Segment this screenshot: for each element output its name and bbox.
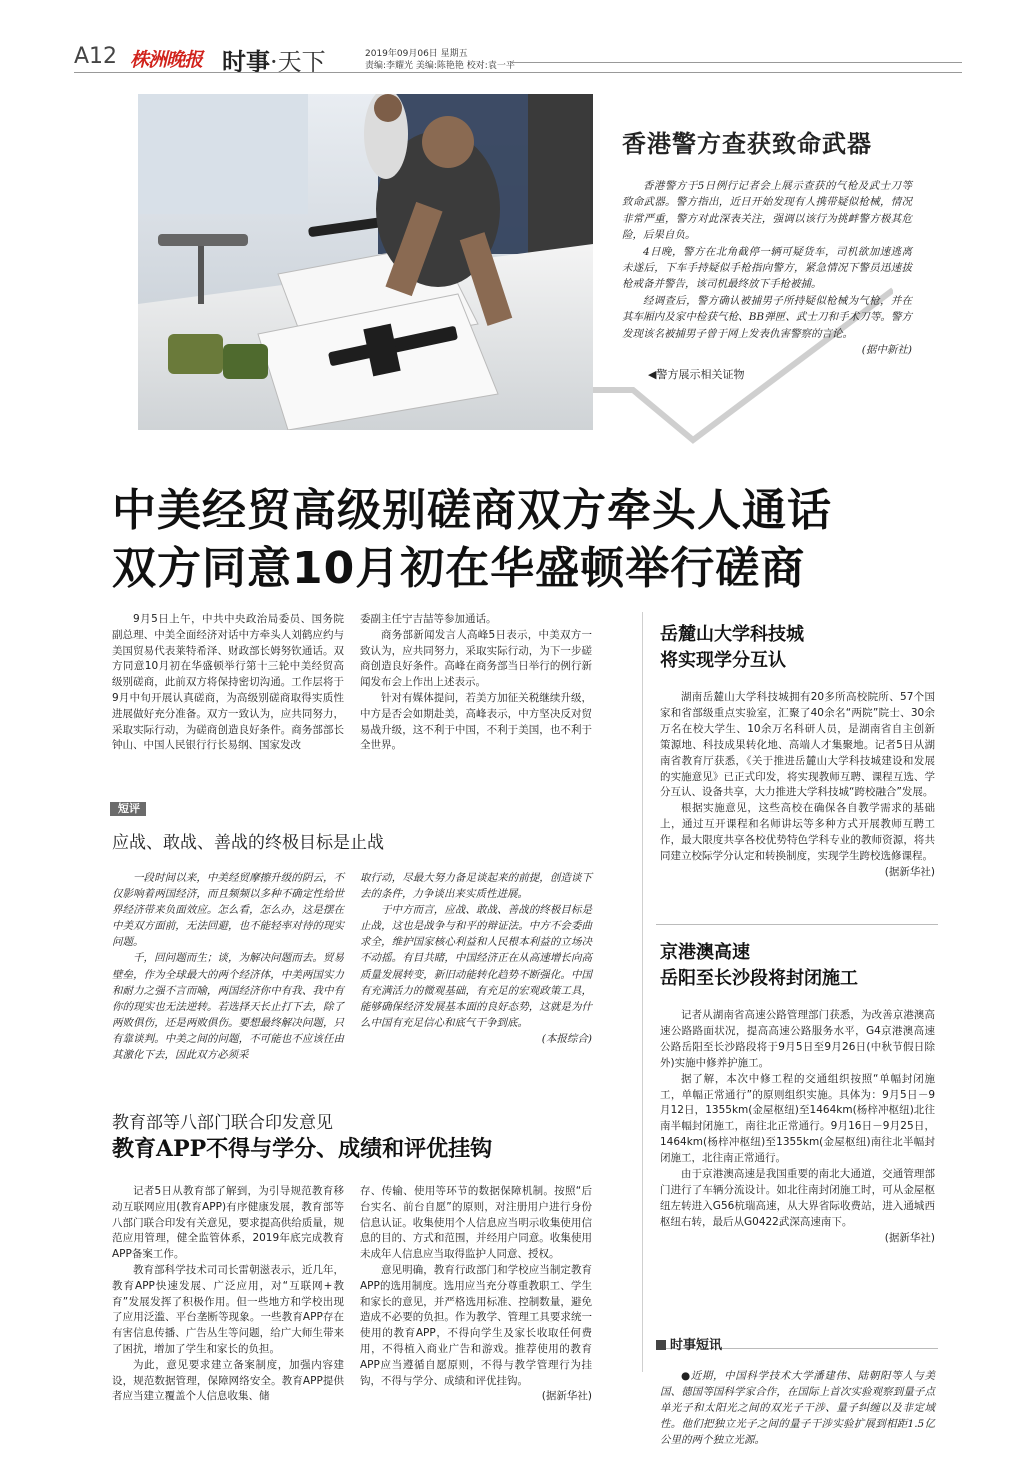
headline-line-2: 双方同意10月初在华盛顿举行磋商 bbox=[112, 543, 806, 594]
page-number: A12 bbox=[74, 44, 118, 69]
edu-paragraph: 记者5日从教育部了解到，为引导规范教育移动互联网应用(教育APP)有序健康发展，教育部等八部门联合印发有关意见，要求提高供给质量，规范应用管理，健全监管体系，2019年底完成教育APP备案工作。 bbox=[112, 1185, 344, 1261]
highway-title bbox=[660, 940, 858, 992]
highway-paragraph: 由于京港澳高速是我国重要的南北大通道，交通管理部门进行了车辆分流设计。如北往南封闭施工时，可从金屋枢纽左转进入G56杭瑞高速，从大界省际收费站，进入通城西枢纽右转，最后从G0422武深高速南下。 bbox=[660, 1168, 935, 1228]
chevron-right-icon bbox=[656, 1340, 666, 1350]
commentary-title: 应战、敢战、善战的终极目标是止战 bbox=[112, 833, 384, 853]
hk-story-title: 香港警方查获致命武器 bbox=[622, 129, 872, 158]
main-headline bbox=[112, 482, 892, 598]
editors-line: 责编:李耀光 美编:陈艳艳 校对:袁一平 bbox=[365, 61, 515, 71]
highway-title-line-1: 京港澳高速 bbox=[660, 942, 750, 963]
headline-line-1: 中美经贸高级别磋商双方牵头人通话 bbox=[112, 485, 832, 536]
edu-paragraph: 为此，意见要求建立备案制度，加强内容建设，规范数据管理，保障网络安全。教育APP提供者应当建立覆盖个人信息收集、储 bbox=[112, 1358, 344, 1403]
yuelu-source: (据新华社) bbox=[884, 865, 935, 878]
hk-paragraph: 经调查后，警方确认被捕男子所持疑似枪械为气枪，并在其车厢内及家中检获气枪、BB弹匣、武士刀和手术刀等。警方发现该名被捕男子曾于网上发表仇害警察的言论。 bbox=[622, 294, 912, 340]
edu-paragraph: 存、传输、使用等环节的数据保障机制。按照“后台实名、前台自愿”的原则，对注册用户进行身份信息认证。收集使用个人信息应当明示收集使用信息的目的、方式和范围，并经用户同意。收集使用未成年人信息应当取得监护人同意、授权。 bbox=[360, 1185, 592, 1261]
commentary-col-1 bbox=[112, 870, 344, 1063]
edu-title: 教育APP不得与学分、成绩和评优挂钩 bbox=[112, 1136, 493, 1162]
right-rule bbox=[656, 924, 938, 925]
edu-source: (据新华社) bbox=[541, 1390, 592, 1403]
highway-body bbox=[660, 1008, 935, 1247]
main-story-col-1 bbox=[112, 612, 344, 754]
main-paragraph: 针对有媒体提问，若美方加征关税继续升级，中方是否会如期赴美，高峰表示，中方坚决反对贸易战升级，这不利于中国，不利于美国，也不利于全世界。 bbox=[360, 691, 592, 752]
highway-paragraph: 记者从湖南省高速公路管理部门获悉，为改善京港澳高速公路路面状况，提高高速公路服务水平，G4京港澳高速公路岳阳至长沙路段将于9月5日至9月26日(中秋节假日除外)实施中修养护施工。 bbox=[660, 1009, 935, 1069]
section-separator: · bbox=[270, 48, 278, 76]
briefs-heading bbox=[656, 1334, 722, 1353]
newspaper-logo: 株洲晚报 bbox=[130, 49, 203, 71]
commentary-source: (本报综合) bbox=[541, 1032, 592, 1045]
yuelu-title-line-1: 岳麓山大学科技城 bbox=[660, 624, 804, 645]
edu-paragraph: 教育部科学技术司司长雷朝滋表示，近几年，教育APP快速发展、广泛应用，对“互联网+教育”发展发挥了积极作用。但一些地方和学校出现了应用泛滥、平台垄断等现象。一些教育APP存在有害信息传播、广告丛生等问题，给广大师生带来了困扰，增加了学生和家长的负担。 bbox=[112, 1263, 344, 1355]
briefs-heading-text: 时事短讯 bbox=[670, 1338, 723, 1353]
highway-title-line-2: 岳阳至长沙段将封闭施工 bbox=[660, 968, 858, 989]
commentary-tag: 短评 bbox=[118, 802, 140, 815]
commentary-paragraph: 取行动，尽最大努力备足谈起来的前提，创造谈下去的条件，力争谈出来实质性进展。 bbox=[360, 872, 592, 901]
yuelu-body bbox=[660, 690, 935, 881]
edu-col-1 bbox=[112, 1184, 344, 1405]
commentary-col-2 bbox=[360, 870, 592, 1047]
commentary-paragraph: 一段时间以来，中美经贸摩擦升级的阴云，不仅影响着两国经济，而且频频以多种不确定性给世界经济带来负面效应。怎么看，怎么办，这是摆在中美双方面前，无法回避，也不能轻率对待的现实问题。 bbox=[112, 872, 344, 949]
briefs-body bbox=[660, 1368, 935, 1448]
issue-meta bbox=[365, 48, 515, 72]
edu-paragraph: 意见明确，教育行政部门和学校应当制定教育APP的选用制度。选用应当充分尊重教职工、学生和家长的意见，并严格选用标准、控制数量，避免造成不必要的负担。作为教学、管理工具要求统一使用的教育APP，不得向学生及家长收取任何费用，不得植入商业广告和游戏。推荐使用的教育APP应当遵循自愿原则，不得与教学管理行为挂钩，不得与学分、成绩和评优挂钩。 bbox=[360, 1263, 592, 1387]
edu-col-2 bbox=[360, 1184, 592, 1405]
main-paragraph: 9月5日上午，中共中央政治局委员、国务院副总理、中美全面经济对话中方牵头人刘鹤应约与美国贸易代表莱特希泽、财政部长姆努钦通话。双方同意10月初在华盛顿举行第十三轮中美经贸高级别磋商，此前双方将保持密切沟通。工作层将于9月中旬开展认真磋商，为高级别磋商取得实质性进展做好充分准备。双方一致认为，应共同努力，采取实际行动，为磋商创造良好条件。商务部部长钟山、中国人民银行行长易纲、国家发改 bbox=[112, 613, 344, 752]
yuelu-title bbox=[660, 622, 804, 674]
main-paragraph: 委副主任宁吉喆等参加通话。 bbox=[360, 613, 497, 625]
commentary-paragraph: 千，回问题而生；谈，为解决问题而去。贸易壁垒，作为全球最大的两个经济体，中美两国实力和耐力之强不言而喻，两国经济你中有我、我中有你的现实也无法逆转。若选择天长止打下去，除了两败俱伤，还是两败俱伤。要想最终解决问题，只有靠谈判。中美之间的问题，不可能也不应该任由其激化下去，因此双方必须采 bbox=[112, 952, 344, 1062]
section-main: 时事 bbox=[222, 47, 270, 76]
news-photo bbox=[138, 94, 593, 430]
edu-kicker: 教育部等八部门联合印发意见 bbox=[112, 1113, 333, 1133]
yuelu-title-line-2: 将实现学分互认 bbox=[660, 650, 786, 671]
yuelu-paragraph: 湖南岳麓山大学科技城拥有20多所高校院所、57个国家和省部级重点实验室，汇聚了40余名“两院”院士、30余万名在校大学生、10余万名科研人员，是湖南省自主创新策源地、科技成果转化地、高端人才集聚地。记者5日从湖南省教育厅获悉，《关于推进岳麓山大学科技城建设和发展的实施意见》已正式印发，将实现教师互聘、课程互选、学分互认、设备共享，大力推进大学科技城“跨校融合”发展。 bbox=[660, 691, 935, 799]
highway-paragraph: 据了解，本次中修工程的交通组织按照“单幅封闭施工，单幅正常通行”的原则组织实施。具体为：9月5日－9月12日，1355km(金屋枢纽)至1464km(杨梓冲枢纽)北往南半幅封闭施工，南往北正常通行。9月16日－9月25日，1464km(杨梓冲枢纽)至1355km(金屋枢纽)南往北半幅封闭施工，北往南正常通行。 bbox=[660, 1072, 935, 1165]
news-photo-illustration bbox=[138, 94, 593, 430]
masthead-rule bbox=[510, 62, 962, 63]
commentary-paragraph: 于中方而言，应战、敢战、善战的终极目标是止战，这也是战争与和平的辩证法。中方不会委曲求全，维护国家核心利益和人民根本利益的立场决不动摇。有目共睹，中国经济正在从高速增长向高质量发展转变，新旧动能转化趋势不断强化。中国有充满活力的微观基础，有充足的宏观政策工具，能够确保经济发展基本面的良好态势，这就是为什么中国有充足信心和底气干争到底。 bbox=[360, 904, 592, 1029]
hk-story-body bbox=[622, 178, 912, 358]
hk-paragraph: 香港警方于5日例行记者会上展示查获的气枪及武士刀等致命武器。警方指出，近日开始发现有人携带疑似枪械，情况非常严重，警方对此深表关注，强调以该行为挑衅警方极其危险，后果自负。 bbox=[622, 180, 912, 242]
brief-paragraph: ●近期，中国科学技术大学潘建伟、陆朝阳等人与美国、德国等国科学家合作，在国际上首次实验观察到量子点单光子和太阳光之间的双光子干涉、量子纠缠以及非定域性。他们把独立光子之间的量子干涉实验扩展到相距1.5亿公里的两个独立光源。 bbox=[660, 1370, 935, 1446]
issue-date: 2019年09月06日 星期五 bbox=[365, 49, 468, 59]
top-rule bbox=[74, 72, 962, 73]
main-paragraph: 商务部新闻发言人高峰5日表示，中美双方一致认为，应共同努力，采取实际行动，为下一步磋商创造良好条件。高峰在商务部当日举行的例行新闻发布会上作出上述表示。 bbox=[360, 628, 592, 689]
main-story-col-2 bbox=[360, 612, 592, 754]
hk-source: (据中新社) bbox=[861, 344, 912, 357]
yuelu-paragraph: 根据实施意见，这些高校在确保各自教学需求的基础上，通过互开课程和名师讲坛等多种方式开展教师互聘工作，最大限度共享各校优势特色学科专业的教师资源，将共同建立校际学分认定和转换制度，实现学生跨校选修课程。 bbox=[660, 802, 935, 863]
section-sub: 天下 bbox=[277, 48, 326, 76]
column-divider bbox=[642, 612, 643, 1372]
hk-paragraph: 4日晚，警方在北角截停一辆可疑货车，司机欲加速逃离未遂后，下车手持疑似手枪指向警方，紧急情况下警员迅速拔枪戒备并警告，该司机最终放下手枪被捕。 bbox=[622, 245, 912, 291]
highway-source: (据新华社) bbox=[884, 1231, 935, 1244]
photo-caption: ◀警方展示相关证物 bbox=[648, 368, 745, 381]
